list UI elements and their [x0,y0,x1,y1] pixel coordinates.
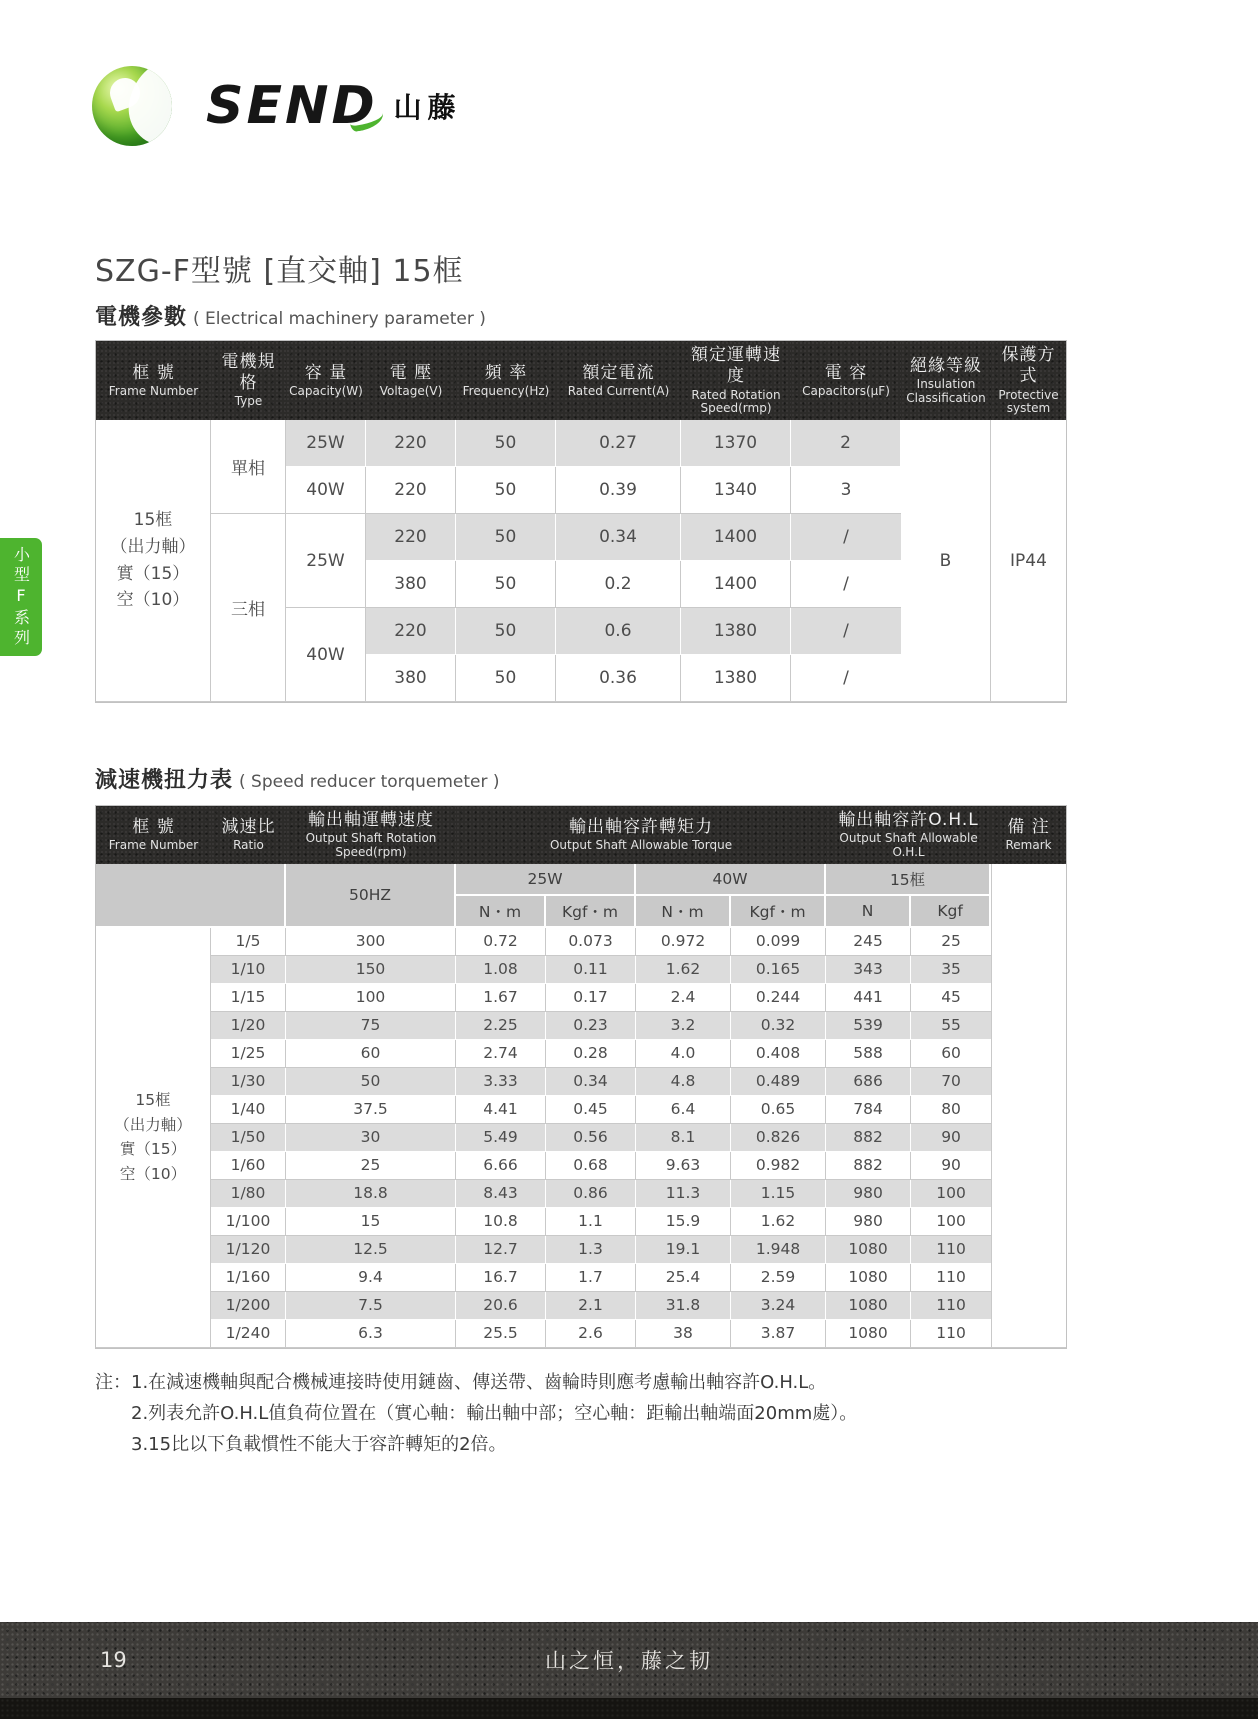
table-row [96,1096,1066,1124]
value-cell: 15 [286,1208,456,1236]
value-cell: 50 [286,1068,456,1096]
value-cell: 4.0 [636,1040,731,1068]
value-cell: 50 [456,514,556,561]
unit-cell: N [826,896,911,928]
power-group-cell: 40W [636,864,826,896]
table-row [96,1152,1066,1180]
heading-cjk: 電機參數 [95,305,188,330]
value-cell: 0.11 [546,956,636,984]
ratio-cell: 1/25 [211,1040,286,1068]
value-cell: 588 [826,1040,911,1068]
value-cell: 20.6 [456,1292,546,1320]
ratio-cell: 1/80 [211,1180,286,1208]
ratio-cell: 1/50 [211,1124,286,1152]
value-cell: 0.32 [731,1012,826,1040]
motor-section-heading [95,300,486,331]
value-cell: 12.5 [286,1236,456,1264]
header-cell: 頻 率 Frequency(Hz) [456,341,556,420]
brand-name-label: SEND [206,76,378,136]
frame-line: 實（15） [116,563,190,584]
table-row [96,1040,1066,1068]
value-cell: 9.4 [286,1264,456,1292]
value-cell: 5.49 [456,1124,546,1152]
value-cell: 0.27 [556,420,681,467]
motor-parameter-table [95,340,1067,703]
unit-cell: N・m [456,896,546,928]
value-cell: 0.65 [731,1096,826,1124]
value-cell: 0.17 [546,984,636,1012]
value-cell: 9.63 [636,1152,731,1180]
value-cell: 25.5 [456,1320,546,1348]
capacity-cell: 40W [286,467,366,514]
frame-line: （出力軸） [110,536,196,557]
table-row [96,1012,1066,1040]
value-cell: 3.87 [731,1320,826,1348]
value-cell: 245 [826,928,911,956]
table-header-row [96,341,1066,420]
capacity-cell: 25W [286,420,366,467]
value-cell: 0.408 [731,1040,826,1068]
capacity-cell: 25W [286,514,366,608]
value-cell: 10.8 [456,1208,546,1236]
value-cell: 6.3 [286,1320,456,1348]
value-cell: 0.099 [731,928,826,956]
table-row [96,1208,1066,1236]
note-line: 1.在減速機軸與配合機械連接時使用鏈齒、傳送帶、齒輪時則應考慮輸出軸容許O.H.L。 [131,1372,827,1393]
header-cell: 輸出軸容許O.H.L Output Shaft Allowable O.H.L [826,806,991,864]
frame-line: （出力軸） [114,1115,192,1134]
value-cell: 300 [286,928,456,956]
value-cell: 1080 [826,1292,911,1320]
value-cell: 110 [911,1320,991,1348]
value-cell: 1080 [826,1236,911,1264]
value-cell: 1.1 [546,1208,636,1236]
footnotes [95,1368,857,1461]
value-cell: 1080 [826,1264,911,1292]
value-cell: 1400 [681,514,791,561]
value-cell: 31.8 [636,1292,731,1320]
value-cell: 11.3 [636,1180,731,1208]
brand-logo [92,66,462,146]
frame-number-cell [96,928,211,1348]
ratio-cell: 1/10 [211,956,286,984]
value-cell: 0.23 [546,1012,636,1040]
value-cell: 0.244 [731,984,826,1012]
value-cell: 2.1 [546,1292,636,1320]
table-header-row [96,806,1066,864]
reducer-torque-table [95,805,1067,1349]
value-cell: 100 [911,1208,991,1236]
type-cell: 單相 [211,420,286,514]
value-cell: 2.6 [546,1320,636,1348]
unit-cell: N・m [636,896,731,928]
power-group-cell: 15框 [826,864,991,896]
table-row [96,1124,1066,1152]
value-cell: 80 [911,1096,991,1124]
frame-line: 空（10） [116,590,190,611]
value-cell: 45 [911,984,991,1012]
value-cell: 0.34 [546,1068,636,1096]
value-cell: 100 [911,1180,991,1208]
value-cell: 0.972 [636,928,731,956]
value-cell: 1.7 [546,1264,636,1292]
ratio-cell: 1/200 [211,1292,286,1320]
value-cell: 3.33 [456,1068,546,1096]
value-cell: 50 [456,608,556,655]
header-cell: 保護方式 Protective system [991,341,1066,420]
footer-slogan: 山之恒，藤之韧 [545,1649,713,1673]
value-cell: 38 [636,1320,731,1348]
value-cell: 0.6 [556,608,681,655]
brand-name-latin [206,76,378,136]
series-side-tab: 小型F系列 [0,538,42,656]
value-cell: 0.165 [731,956,826,984]
value-cell: 1080 [826,1320,911,1348]
value-cell: 50 [456,655,556,702]
table-row [96,420,1066,467]
value-cell: 882 [826,1152,911,1180]
header-cell: 額定電流 Rated Current(A) [556,341,681,420]
value-cell: 0.489 [731,1068,826,1096]
value-cell: 1400 [681,561,791,608]
value-cell: 882 [826,1124,911,1152]
value-cell: 1.3 [546,1236,636,1264]
header-cell: 框 號 Frame Number [96,341,211,420]
value-cell: 441 [826,984,911,1012]
unit-cell: Kgf・m [731,896,826,928]
value-cell: 12.7 [456,1236,546,1264]
value-cell: 3.24 [731,1292,826,1320]
header-cell: 框 號 Frame Number [96,806,211,864]
value-cell: 25 [286,1152,456,1180]
value-cell: 60 [286,1040,456,1068]
value-cell: 37.5 [286,1096,456,1124]
value-cell: / [791,608,901,655]
value-cell: 90 [911,1152,991,1180]
value-cell: 1.08 [456,956,546,984]
value-cell: 1.67 [456,984,546,1012]
value-cell: 0.36 [556,655,681,702]
value-cell: 380 [366,655,456,702]
value-cell: 6.66 [456,1152,546,1180]
value-cell: 0.68 [546,1152,636,1180]
value-cell: 50 [456,420,556,467]
ratio-cell: 1/30 [211,1068,286,1096]
value-cell: 980 [826,1180,911,1208]
unit-cell: Kgf [911,896,991,928]
value-cell: 6.4 [636,1096,731,1124]
value-cell: 110 [911,1264,991,1292]
subheader-row [96,864,1066,896]
value-cell: 30 [286,1124,456,1152]
ratio-cell: 1/240 [211,1320,286,1348]
value-cell: 1.948 [731,1236,826,1264]
value-cell: 3 [791,467,901,514]
value-cell: 18.8 [286,1180,456,1208]
table-row [96,1180,1066,1208]
value-cell: 110 [911,1292,991,1320]
globe-elephant-icon [92,66,172,146]
value-cell: 1.15 [731,1180,826,1208]
table-row [96,1264,1066,1292]
value-cell: 0.2 [556,561,681,608]
reducer-section-heading [95,763,500,794]
value-cell: 0.826 [731,1124,826,1152]
header-cell: 備 注 Remark [991,806,1066,864]
value-cell: 25 [911,928,991,956]
value-cell: 539 [826,1012,911,1040]
ratio-cell: 1/60 [211,1152,286,1180]
value-cell: 90 [911,1124,991,1152]
value-cell: 25.4 [636,1264,731,1292]
header-cell: 電 壓 Voltage(V) [366,341,456,420]
value-cell: 2.59 [731,1264,826,1292]
ratio-cell: 1/40 [211,1096,286,1124]
value-cell: 380 [366,561,456,608]
value-cell: 50 [456,467,556,514]
subheader-spacer [96,864,286,928]
heading-cjk: 減速機扭力表 [95,768,234,793]
header-cell: 容 量 Capacity(W) [286,341,366,420]
value-cell: 1370 [681,420,791,467]
value-cell: 75 [286,1012,456,1040]
value-cell: 35 [911,956,991,984]
value-cell: / [791,514,901,561]
heading-en: ( Electrical machinery parameter ) [193,309,486,329]
remark-cell [991,864,1066,1348]
ratio-cell: 1/100 [211,1208,286,1236]
value-cell: 220 [366,514,456,561]
value-cell: 55 [911,1012,991,1040]
value-cell: 220 [366,467,456,514]
table-row [96,956,1066,984]
value-cell: 2.25 [456,1012,546,1040]
value-cell: / [791,561,901,608]
value-cell: 110 [911,1236,991,1264]
value-cell: 0.34 [556,514,681,561]
value-cell: 686 [826,1068,911,1096]
value-cell: 220 [366,420,456,467]
value-cell: 8.43 [456,1180,546,1208]
frequency-cell: 50HZ [286,864,456,928]
page-number: 19 [100,1648,127,1672]
green-swoosh-icon [349,112,385,133]
header-cell: 輸出軸容許轉矩力 Output Shaft Allowable Torque [456,806,826,864]
value-cell: 2 [791,420,901,467]
page-footer [0,1622,1258,1719]
value-cell: 150 [286,956,456,984]
value-cell: 0.72 [456,928,546,956]
value-cell: 70 [911,1068,991,1096]
header-cell: 電機規格 Type [211,341,286,420]
value-cell: 7.5 [286,1292,456,1320]
value-cell: 0.39 [556,467,681,514]
note-line: 2.列表允許O.H.L值負荷位置在（實心軸：輸出軸中部；空心軸：距輸出軸端面20mm處）。 [131,1402,858,1424]
header-cell: 輸出軸運轉速度 Output Shaft Rotation Speed(rpm) [286,806,456,864]
value-cell: 100 [286,984,456,1012]
value-cell: 19.1 [636,1236,731,1264]
frame-number-cell [96,420,211,702]
ratio-cell: 1/120 [211,1236,286,1264]
table-row [96,1068,1066,1096]
protection-cell: IP44 [991,420,1066,702]
value-cell: 0.28 [546,1040,636,1068]
value-cell: 1.62 [731,1208,826,1236]
table-row [96,984,1066,1012]
footer-strip [0,1698,1258,1719]
value-cell: 784 [826,1096,911,1124]
frame-line: 15框 [133,509,173,530]
value-cell: 2.74 [456,1040,546,1068]
frame-line: 實（15） [119,1140,187,1159]
ratio-cell: 1/160 [211,1264,286,1292]
table-row [96,1320,1066,1348]
value-cell: 4.41 [456,1096,546,1124]
value-cell: 2.4 [636,984,731,1012]
value-cell: 0.86 [546,1180,636,1208]
value-cell: 0.982 [731,1152,826,1180]
ratio-cell: 1/20 [211,1012,286,1040]
value-cell: 50 [456,561,556,608]
ratio-cell: 1/5 [211,928,286,956]
header-cell: 減速比 Ratio [211,806,286,864]
ratio-cell: 1/15 [211,984,286,1012]
insulation-cell: B [901,420,991,702]
frame-line: 15框 [135,1091,171,1110]
value-cell: 60 [911,1040,991,1068]
value-cell: 980 [826,1208,911,1236]
note-line: 3.15比以下負載慣性不能大于容許轉矩的2倍。 [131,1433,507,1455]
header-cell: 電 容 Capacitors(μF) [791,341,901,420]
brand-text [206,76,462,136]
unit-cell: Kgf・m [546,896,636,928]
brand-name-cjk: 山藤 [393,91,462,124]
table-row [96,928,1066,956]
value-cell: 0.073 [546,928,636,956]
value-cell: 1380 [681,655,791,702]
value-cell: / [791,655,901,702]
capacity-cell: 40W [286,608,366,702]
value-cell: 1.62 [636,956,731,984]
value-cell: 1380 [681,608,791,655]
table-row [96,1292,1066,1320]
table-row [96,1236,1066,1264]
value-cell: 0.45 [546,1096,636,1124]
heading-en: ( Speed reducer torquemeter ) [239,772,500,792]
value-cell: 220 [366,608,456,655]
frame-line: 空（10） [119,1164,187,1183]
value-cell: 0.56 [546,1124,636,1152]
header-cell: 絕緣等級 Insulation Classification [901,341,991,420]
header-cell: 額定運轉速度 Rated Rotation Speed(rmp) [681,341,791,420]
value-cell: 3.2 [636,1012,731,1040]
value-cell: 1340 [681,467,791,514]
page-title: SZG-F型號 [直交軸] 15框 [95,254,464,289]
value-cell: 343 [826,956,911,984]
value-cell: 16.7 [456,1264,546,1292]
type-cell: 三相 [211,514,286,702]
value-cell: 4.8 [636,1068,731,1096]
power-group-cell: 25W [456,864,636,896]
footer-band [0,1622,1258,1698]
value-cell: 15.9 [636,1208,731,1236]
value-cell: 8.1 [636,1124,731,1152]
notes-prefix: 注： [95,1372,131,1393]
